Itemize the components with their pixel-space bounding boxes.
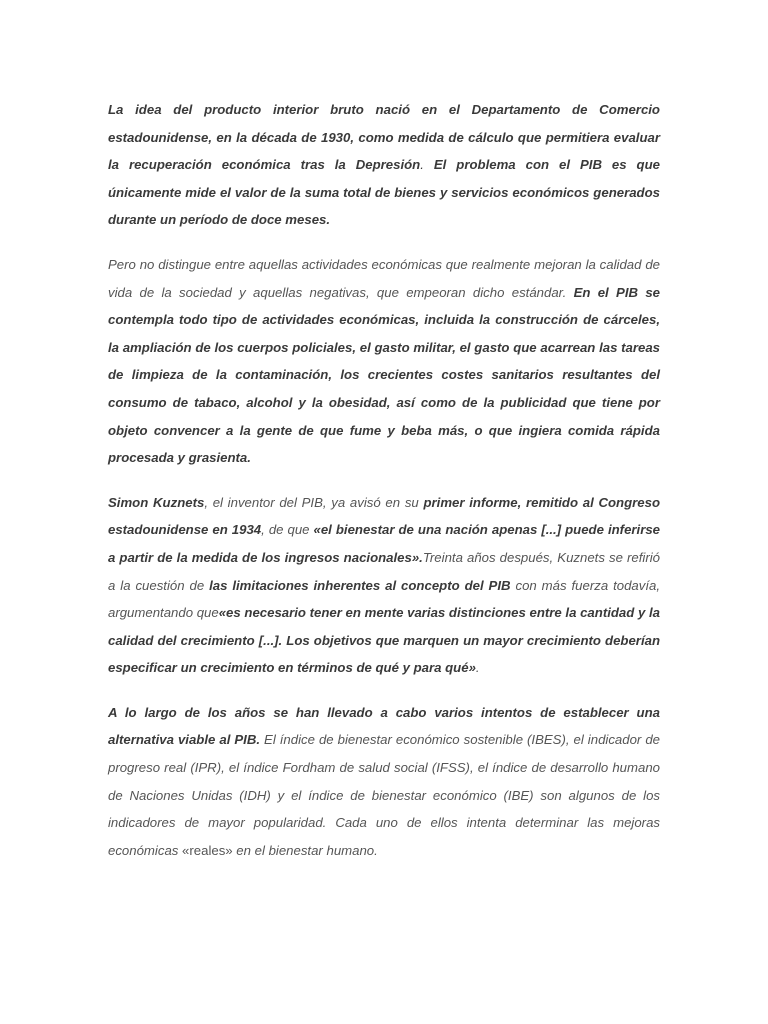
text-run: El problema con el PIB es que únicamente mide el valor de la suma total de bienes y servicios económicos generados durante un período de doce meses. <box>108 157 661 228</box>
paragraph-4 <box>108 699 660 865</box>
paragraph-2 <box>108 251 660 472</box>
text-run: . <box>420 157 434 173</box>
text-run: En el PIB se contempla todo tipo de actividades económicas, incluida la construcción de cárceles, la ampliación de los cuerpos policiales, el gasto militar, el gasto que acarrean las tareas de limpieza de la contaminación, los crecientes costes sanitarios resultantes del consumo de tabaco, alcohol y la obesidad, así como de la publicidad que tiene por objeto convencer a la gente de que fume y beba más, o que ingiera comida rápida procesada y grasienta. <box>108 284 660 466</box>
paragraph-1 <box>108 96 660 234</box>
document-body <box>108 96 660 881</box>
text-run: con más fuerza todavía, argumentando que <box>108 577 660 621</box>
text-run: las limitaciones inherentes al concepto del PIB <box>209 577 511 593</box>
text-run: , el inventor del PIB, ya avisó en su <box>204 494 424 510</box>
text-run: A lo largo de los años se han llevado a cabo varios intentos de establecer una alternativa viable al PIB. <box>108 704 660 748</box>
text-run: en el bienestar humano. <box>232 842 378 858</box>
text-run: La idea del producto interior bruto nació en el Departamento de Comercio estadounidense, en la década de 1930, como medida de cálculo que permitiera evaluar la recuperación económica tras la Depresión <box>108 102 660 173</box>
text-run: Simon Kuznets <box>108 494 205 510</box>
text-run: Treinta años después, Kuznets se refirió a la cuestión de <box>108 549 660 593</box>
text-run: El índice de bienestar económico sostenible (IBES), el indicador de progreso real (IPR), el índice Fordham de salud social (IFSS), el índice de desarrollo humano de Naciones Unidas (IDH) y el índice de bienestar económico (IBE) son algunos de los indicadores de mayor popularidad. Cada uno de ellos intenta determinar las mejoras económicas <box>108 732 660 858</box>
text-run: «el bienestar de una nación apenas [...] puede inferirse a partir de la medida de los ingresos nacionales». <box>108 522 660 565</box>
text-run: , de que <box>261 522 314 538</box>
text-run: «reales» <box>182 842 233 858</box>
text-run: Pero no distingue entre aquellas actividades económicas que realmente mejoran la calidad de vida de la sociedad y aquellas negativas, que empeoran dicho estándar. <box>108 256 660 300</box>
text-run: . <box>475 660 480 676</box>
text-run: primer informe, remitido al Congreso estadounidense en 1934 <box>108 494 661 538</box>
text-run: «es necesario tener en mente varias distinciones entre la cantidad y la calidad del crecimiento [...]. Los objetivos que marquen un mayor crecimiento deberían especificar un crecimiento en términos de qué y para qué» <box>108 605 660 676</box>
paragraph-3 <box>108 489 660 682</box>
